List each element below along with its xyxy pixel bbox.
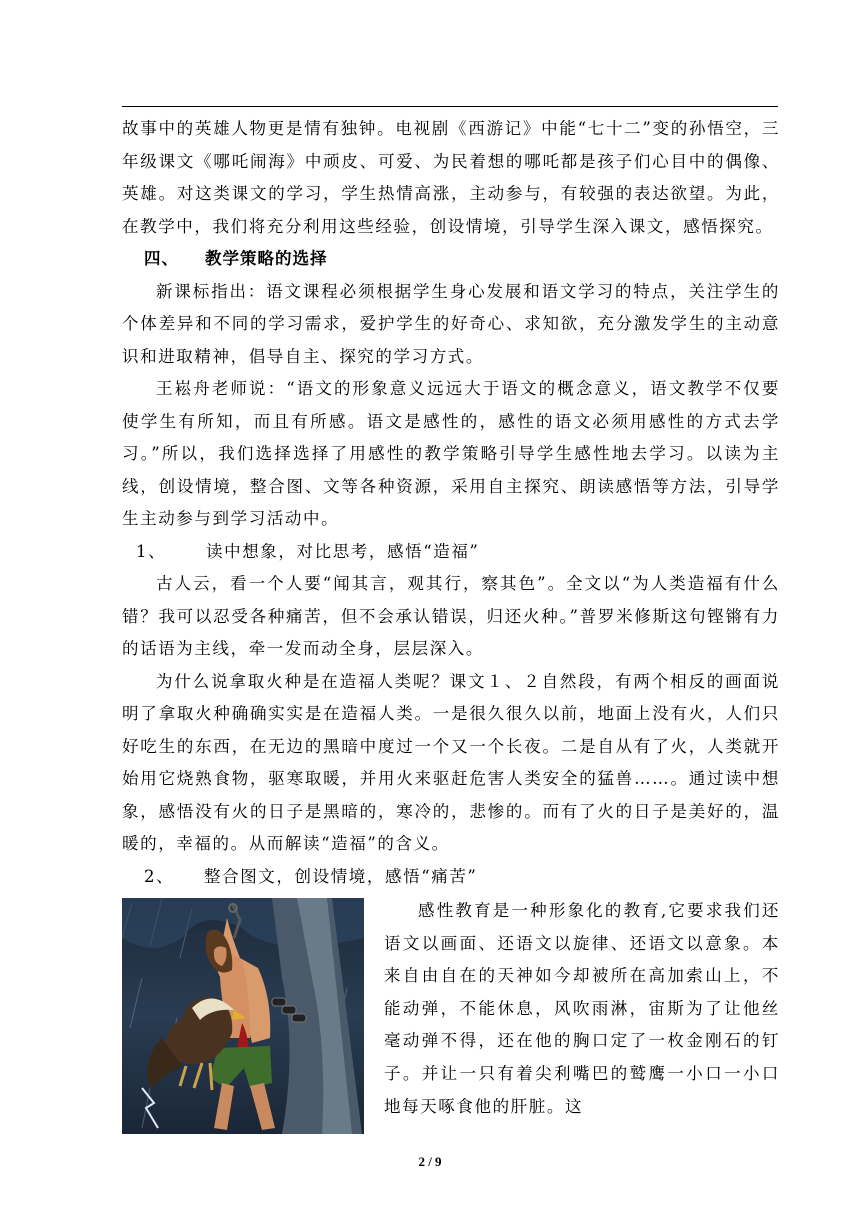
section-heading	[122, 243, 780, 276]
page-number: 2 / 9	[418, 1154, 442, 1169]
subsection-number: 2、	[144, 866, 175, 886]
section-number: 四、	[144, 249, 179, 268]
paragraph: 古人云，看一个人要“闻其言，观其行，察其色”。全文以“为人类造福有什么错？我可以忍受各种痛苦，但不会承认错误，归还火种。”普罗米修斯这句铿锵有力的话语为主线，牵一发而动全身，层层深入。	[122, 574, 780, 658]
subsection-title: 整合图文，创设情境，感悟“痛苦”	[204, 866, 478, 886]
prometheus-illustration	[122, 898, 364, 1134]
figure-side-text	[384, 895, 780, 1134]
subsection-heading	[122, 861, 780, 894]
subsection-title: 读中想象，对比思考，感悟“造福”	[206, 541, 480, 561]
document-body	[122, 113, 780, 1134]
paragraph: 感性教育是一种形象化的教育,它要求我们还语文以画面、还语文以旋律、还语文以意象。本来自由自在的天神如今却被所在高加索山上，不能动弹，不能休息，风吹雨淋，宙斯为了让他丝毫动弹不得，还在他的胸口定了一枚金刚石的钉子。并让一只有着尖利嘴巴的鹫鹰一小口一小口地每天啄食他的肝脏。这	[384, 901, 780, 1116]
header-rule	[122, 106, 778, 107]
paragraph: 为什么说拿取火种是在造福人类呢？课文１、２自然段，有两个相反的画面说明了拿取火种确确实实是在造福人类。一是很久很久以前，地面上没有火，人们只好吃生的东西，在无边的黑暗中度过一个又一个长夜。二是自从有了火，人类就开始用它烧熟食物，驱寒取暖，并用火来驱赶危害人类安全的猛兽……。通过读中想象，感悟没有火的日子是黑暗的，寒冷的，悲惨的。而有了火的日子是美好的，温暖的，幸福的。从而解读“造福”的含义。	[122, 671, 780, 853]
section-title: 教学策略的选择	[205, 249, 328, 268]
paragraph: 王崧舟老师说：“语文的形象意义远远大于语文的概念意义，语文教学不仅要使学生有所知，而且有所感。语文是感性的，感性的语文必须用感性的方式去学习。”所以，我们选择选择了用感性的教学策略引导学生感性地去学习。以读为主线，创设情境，整合图、文等各种资源，采用自主探究、朗读感悟等方法，引导学生主动参与到学习活动中。	[122, 379, 780, 528]
paragraph: 新课标指出：语文课程必须根据学生身心发展和语文学习的特点，关注学生的个体差异和不同的学习需求，爱护学生的好奇心、求知欲，充分激发学生的主动意识和进取精神，倡导自主、探究的学习方式。	[122, 281, 780, 366]
subsection-number: 1、	[136, 541, 167, 561]
subsection-heading	[122, 536, 780, 569]
figure-text-wrap	[122, 895, 780, 1134]
paragraph: 故事中的英雄人物更是情有独钟。电视剧《西游记》中能“七十二”变的孙悟空，三年级课文《哪吒闹海》中顽皮、可爱、为民着想的哪吒都是孩子们心目中的偶像、英雄。对这类课文的学习，学生热情高涨，主动参与，有较强的表达欲望。为此，在教学中，我们将充分利用这些经验，创设情境，引导学生深入课文，感悟探究。	[122, 119, 780, 236]
